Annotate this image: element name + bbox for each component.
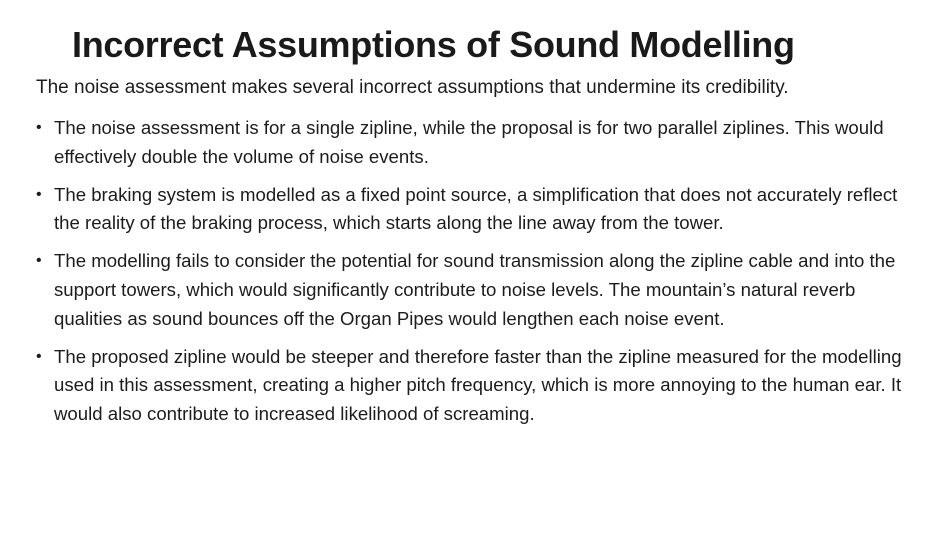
bullet-list [36, 114, 916, 438]
bullet-marker: • [36, 185, 42, 203]
bullet-marker: • [36, 252, 42, 270]
bullet-item [36, 247, 916, 333]
bullet-item [36, 181, 916, 239]
slide-title: Incorrect Assumptions of Sound Modelling [72, 24, 795, 65]
bullet-item [36, 343, 916, 429]
bullet-marker: • [36, 347, 42, 365]
bullet-marker: • [36, 119, 42, 136]
intro-text: The noise assessment makes several incorrect assumptions that undermine its credibility. [36, 77, 789, 98]
bullet-text: The proposed zipline would be steeper and therefore faster than the zipline measured for the modelling used in this assessment, creating a higher pitch frequency, which is more annoying to the human ear. It would also contribute to increased likelihood of screaming. [54, 345, 902, 425]
bullet-text: The noise assessment is for a single zipline, while the proposal is for two parallel ziplines. This would effectively double the volume of noise events. [54, 117, 884, 167]
bullet-text: The braking system is modelled as a fixed point source, a simplification that does not accurately reflect the reality of the braking process, which starts along the line away from the tower. [54, 183, 898, 234]
bullet-text: The modelling fails to consider the potential for sound transmission along the zipline cable and into the support towers, which would significantly contribute to noise levels. The mountain’s natural reverb qualities as sound bounces off the Organ Pipes would lengthen each noise event. [54, 250, 896, 329]
bullet-item [36, 114, 916, 172]
